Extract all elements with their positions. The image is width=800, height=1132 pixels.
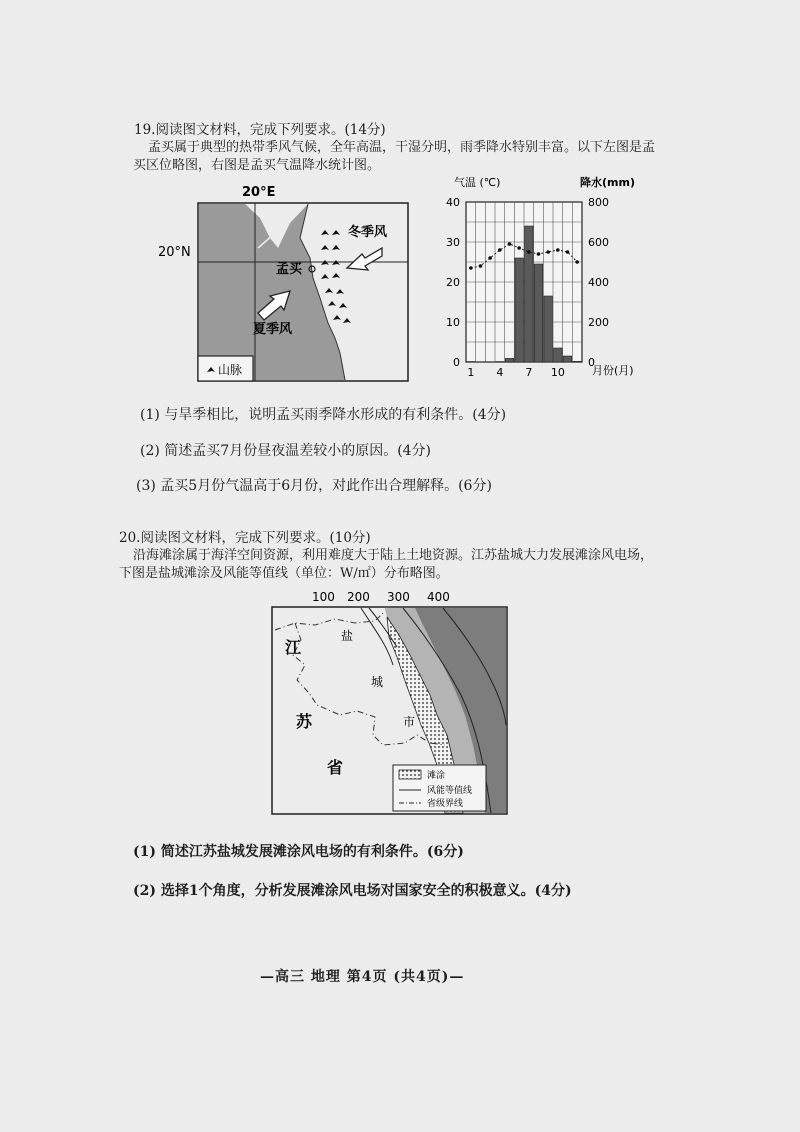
right-tick-label: 400 — [588, 276, 609, 289]
x-tick-label: 7 — [525, 366, 533, 379]
left-tick-label: 0 — [453, 356, 460, 369]
province-char-1: 江 — [285, 638, 302, 657]
left-tick-label: 30 — [446, 236, 460, 249]
left-axis-title: 气温 (℃) — [454, 176, 501, 189]
temperature-point — [517, 246, 521, 250]
province-char-3: 省 — [327, 758, 344, 777]
q20-intro-line1: 沿海滩涂属于海洋空间资源，利用难度大于陆上土地资源。江苏盐城大力发展滩涂风电场， — [133, 548, 654, 563]
precipitation-bar — [544, 296, 552, 362]
x-axis-title: 月份(月) — [592, 364, 634, 377]
x-tick-label: 1 — [467, 366, 475, 379]
legend-tidal-icon — [399, 770, 421, 779]
right-axis-title: 降水(mm) — [580, 176, 635, 189]
q20-sub1: (1) 简述江苏盐城发展滩涂风电场的有利条件。(6分) — [133, 844, 464, 860]
isoline-label-200: 200 — [347, 590, 370, 604]
page-footer: —高三 地理 第4页 (共4页)— — [260, 969, 465, 985]
chart-grid — [466, 202, 582, 362]
right-tick-label: 200 — [588, 316, 609, 329]
legend-tidal-label: 滩涂 — [427, 771, 446, 781]
temperature-point — [546, 250, 550, 254]
q19-sub1: (1) 与旱季相比，说明孟买雨季降水形成的有利条件。(4分) — [140, 407, 507, 423]
right-tick-label: 0 — [588, 356, 595, 369]
q19-title: 19.阅读图文材料，完成下列要求。(14分) — [134, 122, 386, 138]
legend-mountain-label: 山脉 — [218, 363, 243, 377]
isoline-label-100: 100 — [312, 590, 335, 604]
winter-monsoon-label: 冬季风 — [348, 225, 388, 240]
q19-intro-line2: 买区位略图，右图是孟买气温降水统计图。 — [133, 158, 381, 173]
yancheng-wind-map — [265, 585, 515, 820]
left-tick-label: 10 — [446, 316, 460, 329]
precipitation-bar — [554, 348, 562, 362]
temperature-point — [575, 260, 579, 264]
temperature-point — [488, 256, 492, 260]
mumbai-location-map — [150, 178, 420, 388]
precipitation-bar — [505, 358, 513, 362]
precipitation-bar — [515, 258, 523, 362]
temperature-point — [479, 264, 483, 268]
temperature-point — [566, 250, 570, 254]
latitude-label: 20°N — [158, 245, 191, 260]
precipitation-bar — [525, 226, 533, 362]
isoline-label-400: 400 — [427, 590, 450, 604]
q20-sub2: (2) 选择1个角度，分析发展滩涂风电场对国家安全的积极意义。(4分) — [133, 883, 572, 899]
city-char-1: 盐 — [341, 629, 354, 643]
temperature-point — [498, 248, 502, 252]
left-tick-label: 20 — [446, 276, 460, 289]
precipitation-bar — [563, 356, 571, 362]
temperature-point — [556, 248, 560, 252]
right-tick-label: 800 — [588, 196, 609, 209]
right-tick-label: 600 — [588, 236, 609, 249]
longitude-label: 20°E — [242, 185, 276, 200]
left-tick-label: 40 — [446, 196, 460, 209]
legend-boundary-label: 省级界线 — [427, 799, 464, 809]
temperature-point — [527, 250, 531, 254]
precipitation-bar — [534, 264, 542, 362]
isoline-label-300: 300 — [387, 590, 410, 604]
q19-intro-line1: 孟买属于典型的热带季风气候，全年高温，干湿分明，雨季降水特别丰富。以下左图是孟 — [148, 140, 656, 155]
city-label: 孟买 — [276, 262, 303, 277]
temperature-point — [508, 242, 512, 246]
x-tick-label: 4 — [496, 366, 504, 379]
precipitation-bar — [573, 361, 581, 362]
q20-title: 20.阅读图文材料，完成下列要求。(10分) — [119, 530, 371, 546]
x-tick-label: 10 — [550, 366, 565, 379]
mumbai-climate-chart — [432, 172, 692, 384]
q19-sub3: (3) 孟买5月份气温高于6月份，对此作出合理解释。(6分) — [136, 478, 492, 494]
city-char-3: 市 — [403, 715, 416, 729]
legend-isoline-label: 风能等值线 — [427, 786, 473, 796]
q20-intro-line2: 下图是盐城滩涂及风能等值线（单位：W/㎡）分布略图。 — [119, 566, 449, 581]
temperature-point — [537, 252, 541, 256]
temperature-point — [469, 266, 473, 270]
province-char-2: 苏 — [296, 712, 313, 731]
summer-monsoon-label: 夏季风 — [253, 322, 293, 337]
q19-sub2: (2) 简述孟买7月份昼夜温差较小的原因。(4分) — [140, 443, 432, 459]
city-char-2: 城 — [371, 675, 384, 689]
